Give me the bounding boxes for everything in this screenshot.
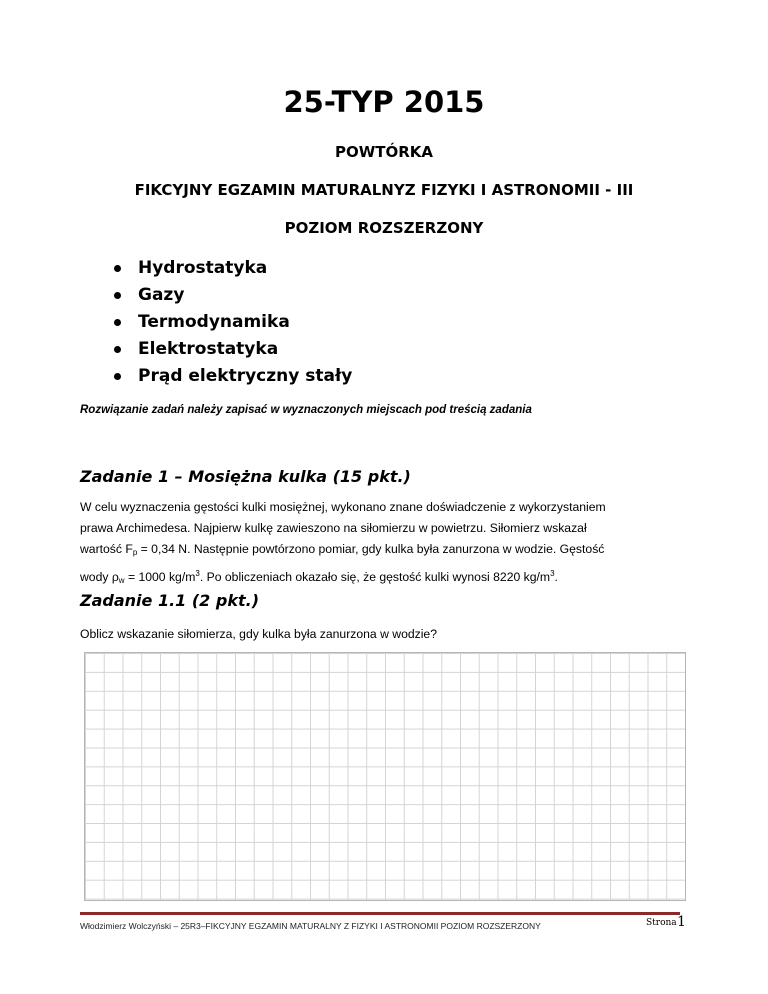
- footer-divider: [80, 912, 680, 915]
- bullet-icon: [114, 373, 121, 380]
- task1-description: [80, 497, 692, 591]
- bullet-icon: [114, 265, 121, 272]
- instruction-note: Rozwiązanie zadań należy zapisać w wyznaczonych miejscach pod treścią zadania: [80, 404, 532, 416]
- task1-1-heading: Zadanie 1.1 (2 pkt.): [80, 591, 260, 610]
- task1-line: wody $\rho_w = 1000$ $kg/m^3$. Po obliczeniach okazało się, że gęstość kulki wynosi 8220 $kg/m^3$.: [80, 569, 558, 585]
- topic-item: [112, 282, 352, 309]
- task1-line: wartość $F_p = 0,34$ N. Następnie powtórzono pomiar, gdy kulka była zanurzona w wodzie. Gęstość: [80, 542, 605, 557]
- topic-label: Elektrostatyka: [138, 339, 279, 359]
- page-number: 1: [677, 914, 686, 930]
- page-label: Strona: [646, 918, 677, 928]
- topic-item: [112, 336, 352, 363]
- topic-list: [112, 255, 352, 390]
- topic-label: Hydrostatyka: [138, 258, 268, 278]
- topic-label: Prąd elektryczny stały: [138, 366, 353, 386]
- subtitle-review: POWTÓRKA: [334, 143, 434, 161]
- topic-item: [112, 309, 352, 336]
- answer-grid[interactable]: [84, 652, 686, 901]
- bullet-icon: [114, 292, 121, 299]
- topic-item: [112, 363, 352, 390]
- topic-item: [112, 255, 352, 282]
- topic-label: Termodynamika: [138, 312, 290, 332]
- bullet-icon: [114, 346, 121, 353]
- task1-heading: Zadanie 1 – Mosiężna kulka (15 pkt.): [80, 467, 411, 486]
- task1-1-question: Oblicz wskazanie siłomierza, gdy kulka była zanurzona w wodzie?: [80, 627, 437, 641]
- page-title: 25-TYP 2015: [283, 85, 485, 119]
- subtitle-level: POZIOM ROZSZERZONY: [284, 219, 484, 237]
- footer-text: Włodzimierz Wolczyński – 25R3–FIKCYJNY EGZAMIN MATURALNY Z FIZYKI I ASTRONOMII POZIOM ROZSZERZONY: [80, 921, 541, 931]
- bullet-icon: [114, 319, 121, 326]
- task1-line: prawa Archimedesa. Najpierw kulkę zawieszono na siłomierzu w powietrzu. Siłomierz wskazał: [80, 521, 587, 535]
- task1-line: W celu wyznaczenia gęstości kulki mosiężnej, wykonano znane doświadczenie z wykorzystaniem: [80, 500, 606, 514]
- subtitle-exam: FIKCYJNY EGZAMIN MATURALNYZ FIZYKI I ASTRONOMII - III: [134, 181, 634, 199]
- topic-label: Gazy: [138, 285, 185, 305]
